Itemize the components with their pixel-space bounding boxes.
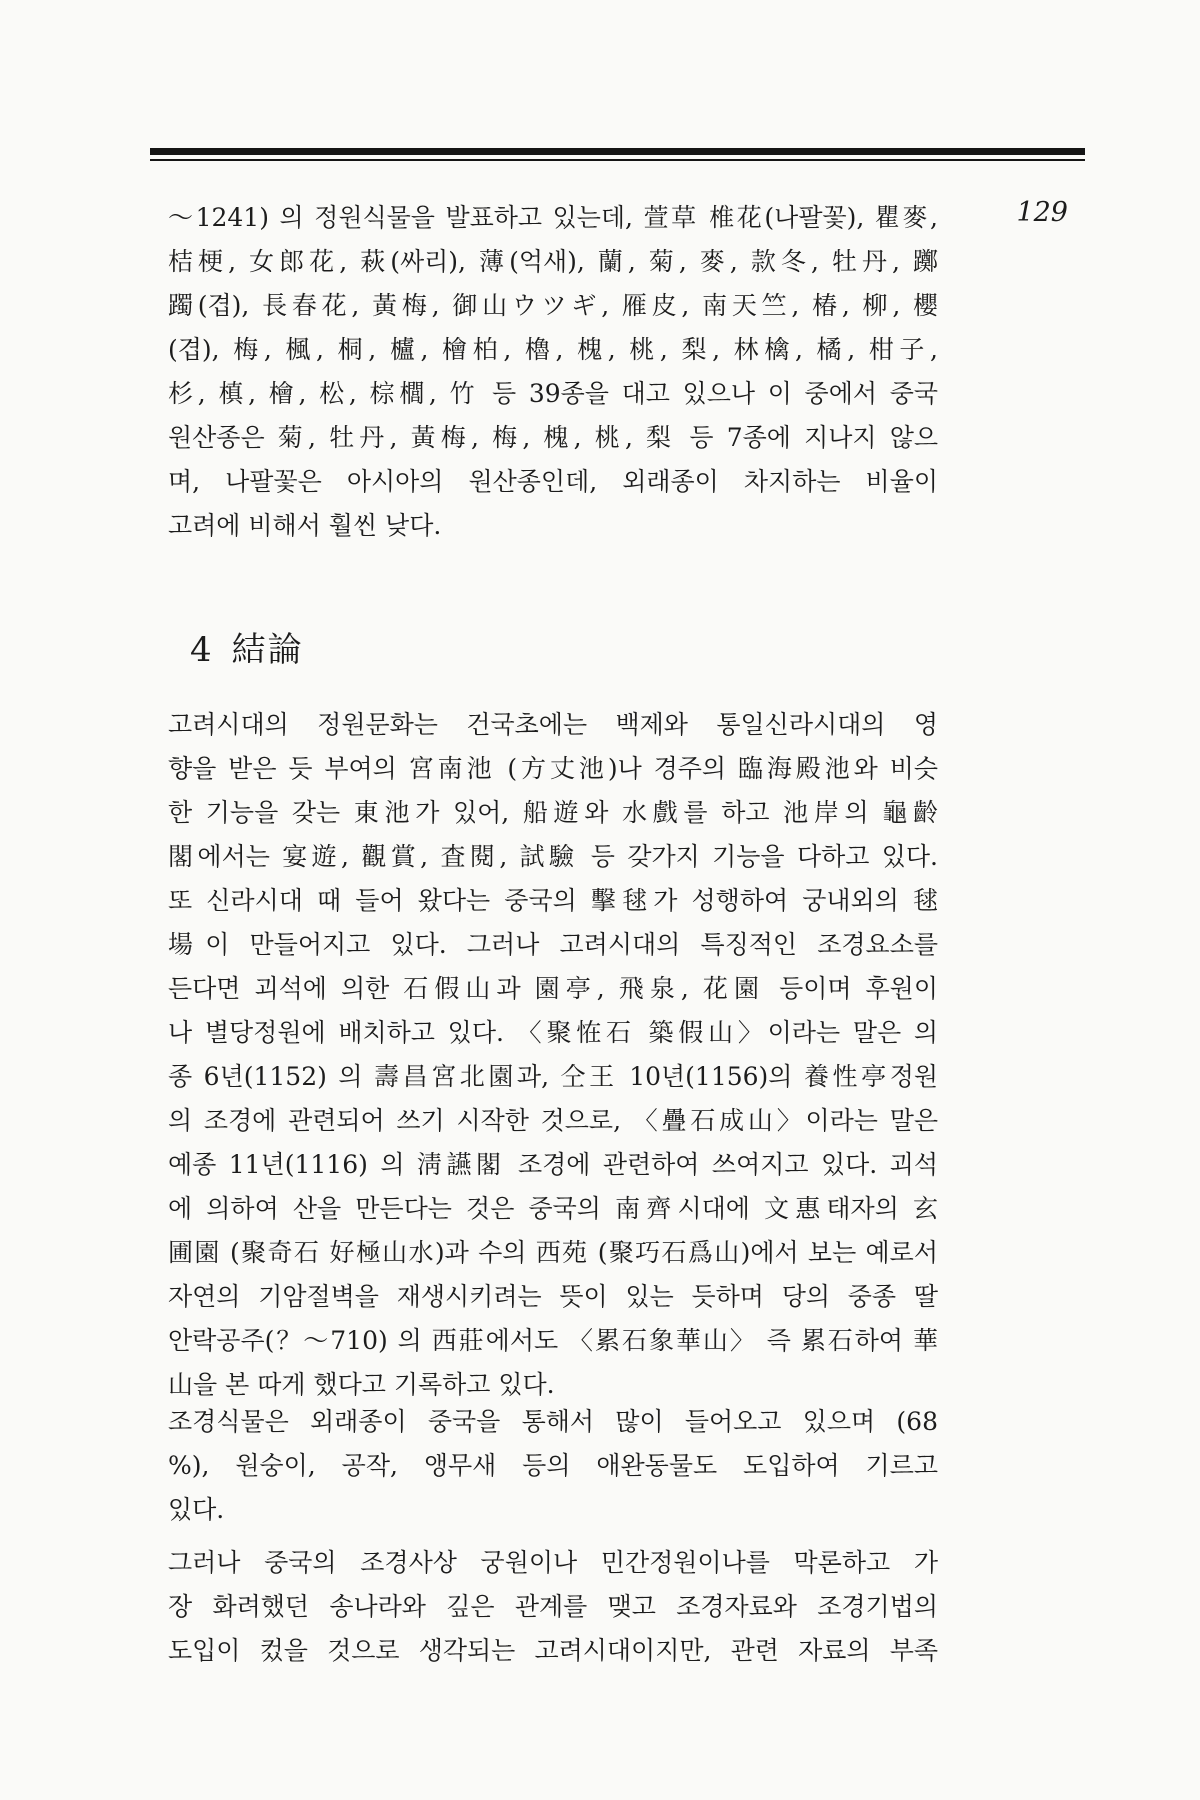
text-line: 있다. xyxy=(168,1495,225,1524)
text-line: 고려에 비해서 훨씬 낮다. xyxy=(168,511,442,540)
section-title: 結論 xyxy=(231,630,304,670)
text-line: 桔梗, 女郎花, 萩(싸리), 薄(억새), 蘭, 菊, 麥, 款冬, 牡丹, 躑 xyxy=(168,247,938,276)
text-line: 圃園 (聚奇石 好極山水)과 수의 西苑 (聚巧石爲山)에서 보는 예로서 xyxy=(168,1238,938,1267)
text-line: 원산종은 菊, 牡丹, 黃梅, 梅, 槐, 桃, 梨 등 7종에 지나지 않으 xyxy=(168,423,938,452)
text-line: 든다면 괴석에 의한 石假山과 園亭, 飛泉, 花園 등이며 후원이 xyxy=(168,974,938,1003)
paragraph-garden-plants xyxy=(168,196,938,548)
text-line: 杉, 槙, 檜, 松, 棕櫚, 竹 등 39종을 대고 있으나 이 중에서 중국 xyxy=(168,379,938,408)
header-rule-thin xyxy=(150,159,1085,161)
text-line: 또 신라시대 때 들어 왔다는 중국의 擊毬가 성행하여 궁내외의 毬 xyxy=(168,886,938,915)
paragraph-conclusion-main xyxy=(168,703,938,1407)
text-line: 場이 만들어지고 있다. 그러나 고려시대의 특징적인 조경요소를 xyxy=(168,930,938,959)
text-line: 장 화려했던 송나라와 깊은 관계를 맺고 조경자료와 조경기법의 xyxy=(168,1592,938,1621)
text-line: 에 의하여 산을 만든다는 것은 중국의 南齊시대에 文惠태자의 玄 xyxy=(168,1194,938,1223)
page-number: 129 xyxy=(1016,197,1068,228)
text-line: 도입이 컸을 것으로 생각되는 고려시대이지만, 관련 자료의 부족 xyxy=(168,1636,938,1665)
section-number: 4 xyxy=(190,630,214,670)
header-rule-thick xyxy=(150,148,1085,155)
text-line: 향을 받은 듯 부여의 宮南池 (方丈池)나 경주의 臨海殿池와 비슷 xyxy=(168,754,938,783)
text-line: 며, 나팔꽃은 아시아의 원산종인데, 외래종이 차지하는 비율이 xyxy=(168,467,938,496)
section-heading xyxy=(190,622,304,671)
text-line: 나 별당정원에 배치하고 있다. 〈聚恠石 築假山〉이라는 말은 의 xyxy=(168,1018,938,1047)
text-line: 山을 본 따게 했다고 기록하고 있다. xyxy=(168,1370,555,1399)
text-line: 종 6년(1152) 의 壽昌宮北園과, 仝王 10년(1156)의 養性亭정원 xyxy=(168,1062,938,1091)
text-line: 한 기능을 갖는 東池가 있어, 船遊와 水戲를 하고 池岸의 龜齡 xyxy=(168,798,938,827)
paragraph-song-relations xyxy=(168,1541,938,1673)
text-line: (겹), 梅, 楓, 桐, 櫨, 檜柏, 櫓, 槐, 桃, 梨, 林檎, 橘, 柑子, xyxy=(168,335,938,364)
text-line: 안락공주(？～710) 의 西莊에서도 〈累石象華山〉 즉 累石하여 華 xyxy=(168,1326,938,1355)
text-line: 閣에서는 宴遊, 觀賞, 査閱, 試驗 등 갖가지 기능을 다하고 있다. xyxy=(168,842,938,871)
text-line: 그러나 중국의 조경사상 궁원이나 민간정원이나를 막론하고 가 xyxy=(168,1548,938,1577)
text-line: 자연의 기암절벽을 재생시키려는 뜻이 있는 듯하며 당의 중종 딸 xyxy=(168,1282,938,1311)
text-line: 躅(겹), 長春花, 黃梅, 御山ウツギ, 雁皮, 南天竺, 椿, 柳, 櫻 xyxy=(168,291,938,320)
text-line: 조경식물은 외래종이 중국을 통해서 많이 들어오고 있으며 (68 xyxy=(168,1407,938,1436)
text-line: 의 조경에 관련되어 쓰기 시작한 것으로, 〈疊石成山〉이라는 말은 xyxy=(168,1106,938,1135)
text-line: 예종 11년(1116) 의 淸讌閣 조경에 관련하여 쓰여지고 있다. 괴석 xyxy=(168,1150,938,1179)
paragraph-plants-animals xyxy=(168,1400,938,1532)
text-line: %), 원숭이, 공작, 앵무새 등의 애완동물도 도입하여 기르고 xyxy=(168,1451,938,1480)
text-line: 고려시대의 정원문화는 건국초에는 백제와 통일신라시대의 영 xyxy=(168,710,938,739)
text-line: ～1241) 의 정원식물을 발표하고 있는데, 萱草 椎花(나팔꽃), 瞿麥, xyxy=(168,203,938,232)
